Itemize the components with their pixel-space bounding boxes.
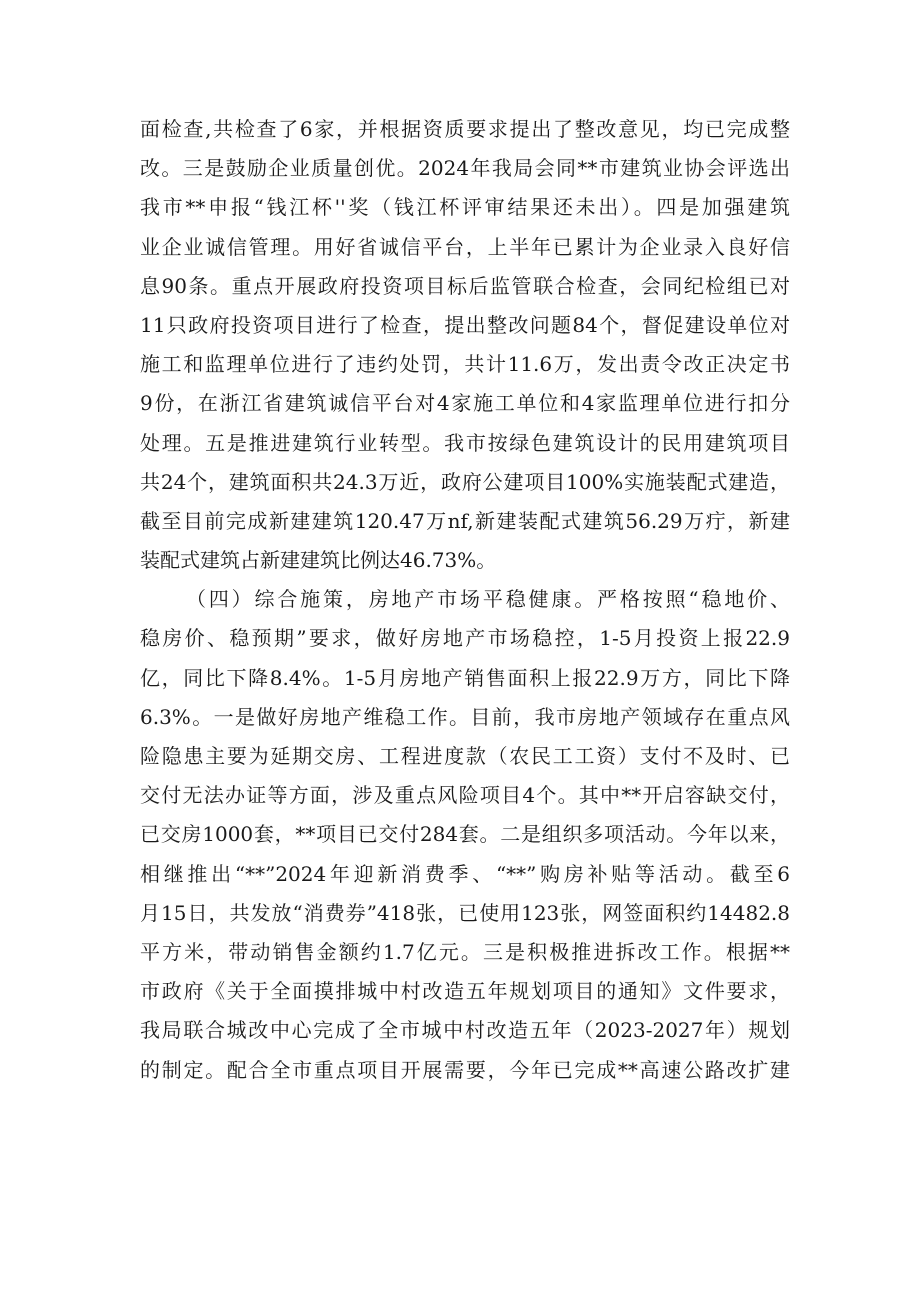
text-line: （四）综合施策，房地产市场平稳健康。严格按照“稳地价、 xyxy=(186,587,790,612)
text-line: 截至目前完成新建建筑120.47万nf,新建装配式建筑56.29万疔，新建 xyxy=(140,508,790,533)
text-line: 面检查,共检查了6家，并根据资质要求提出了整改意见，均已完成整 xyxy=(140,117,790,141)
text-line: 处理。五是推进建筑行业转型。我市按绿色建筑设计的民用建筑项目 xyxy=(140,430,790,455)
text-line: 险隐患主要为延期交房、工程进度款（农民工工资）支付不及时、已 xyxy=(140,744,790,768)
text-line: 共24个，建筑面积共24.3万近，政府公建项目100%实施装配式建造， xyxy=(140,469,790,494)
paragraph-1 xyxy=(140,110,790,580)
text-line: 市政府《关于全面摸排城中村改造五年规划项目的通知》文件要求， xyxy=(140,979,790,1004)
text-line: 已交房1000套，**项目已交付284套。二是组织多项活动。今年以来， xyxy=(140,822,790,847)
text-line: 交付无法办证等方面，涉及重点风险项目4个。其中**开启容缺交付， xyxy=(140,783,790,808)
text-line: 施工和监理单位进行了违约处罚，共计11.6万，发出责令改正决定书 xyxy=(140,352,790,377)
text-line: 相继推出“**”2024年迎新消费季、“**”购房补贴等活动。截至6 xyxy=(140,861,790,886)
text-line: 装配式建筑占新建建筑比例达46.73%。 xyxy=(140,548,497,573)
text-line: 我局联合城改中心完成了全市城中村改造五年（2023-2027年）规划 xyxy=(140,1018,790,1043)
text-line: 的制定。配合全市重点项目开展需要，今年已完成**高速公路改扩建 xyxy=(140,1057,790,1082)
text-line: 改。三是鼓励企业质量创优。2024年我局会同**市建筑业协会评选出 xyxy=(140,156,790,181)
text-line: 稳房价、稳预期”要求，做好房地产市场稳控，1-5月投资上报22.9 xyxy=(140,626,790,651)
text-line: 月15日，共发放“消费券”418张，已使用123张，网签面积约14482.8 xyxy=(140,900,790,925)
text-line: 业企业诚信管理。用好省诚信平台，上半年已累计为企业录入良好信 xyxy=(140,234,790,259)
text-line: 我市**申报“钱江杯''奖（钱江杯评审结果还未出）。四是加强建筑 xyxy=(140,195,790,220)
paragraph-2 xyxy=(140,580,790,1089)
body-text xyxy=(140,110,790,1090)
text-line: 9份，在浙江省建筑诚信平台对4家施工单位和4家监理单位进行扣分 xyxy=(140,391,790,416)
text-line: 6.3%。一是做好房地产维稳工作。目前，我市房地产领域存在重点风 xyxy=(140,704,790,729)
text-line: 息90条。重点开展政府投资项目标后监管联合检查，会同纪检组已对 xyxy=(140,273,790,298)
text-line: 11只政府投资项目进行了检查，提出整改问题84个，督促建设单位对 xyxy=(140,312,790,337)
text-line: 平方米，带动销售金额约1.7亿元。三是积极推进拆改工作。根据** xyxy=(140,939,790,964)
text-line: 亿，同比下降8.4%。1-5月房地产销售面积上报22.9万方，同比下降 xyxy=(140,665,790,690)
